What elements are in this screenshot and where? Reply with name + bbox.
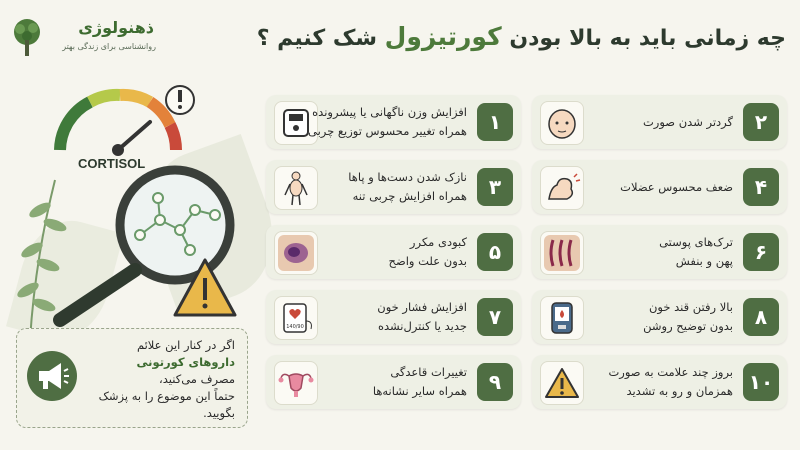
- warning-icon: [540, 361, 584, 405]
- card-line1: تغییرات قاعدگی: [390, 365, 467, 379]
- symptom-card-9: [266, 355, 521, 409]
- card-line2: پهن و بنفش: [675, 254, 733, 268]
- note-line4: حتماً این موضوع را به پزشک بگویید.: [98, 389, 235, 420]
- bp-readout: 140/90: [286, 324, 304, 330]
- card-number: ۵: [477, 233, 513, 271]
- stretch-marks-icon: [540, 231, 584, 275]
- card-number: ۱۰: [743, 363, 779, 401]
- card-line2: همزمان و رو به تشدید: [626, 384, 733, 398]
- arm-muscle-icon: [540, 166, 584, 210]
- brand-logo: [10, 12, 160, 66]
- note-text: [77, 337, 235, 422]
- symptom-card-6: [532, 225, 787, 279]
- brand-name: ذهنولوژی: [78, 18, 154, 37]
- note-line2: داروهای کورتونی: [136, 355, 235, 369]
- card-number: ۲: [743, 103, 779, 141]
- tree-logo-icon: [10, 18, 44, 58]
- symptom-card-7: [266, 290, 521, 344]
- bruise-icon: [274, 231, 318, 275]
- card-number: ۹: [477, 363, 513, 401]
- symptom-card-1: [266, 95, 521, 149]
- card-line1: گردتر شدن صورت: [642, 114, 733, 129]
- card-line2: همراه سایر نشانه‌ها: [372, 384, 467, 398]
- round-face-icon: [540, 101, 584, 145]
- card-number: ۴: [743, 168, 779, 206]
- card-line1: ضعف محسوس عضلات: [620, 179, 733, 194]
- symptom-card-5: [266, 225, 521, 279]
- megaphone-icon: [27, 351, 77, 401]
- card-line1: ترک‌های پوستی: [659, 235, 733, 249]
- title-part2: شک کنیم ؟: [256, 26, 377, 51]
- card-number: ۸: [743, 298, 779, 336]
- symptom-card-2: [532, 95, 787, 149]
- body-icon: [274, 166, 318, 210]
- card-line1: کبودی مکرر: [409, 235, 467, 249]
- title-highlight: کورتیزول: [384, 22, 502, 51]
- card-number: ۷: [477, 298, 513, 336]
- gauge-label: CORTISOL: [78, 156, 146, 171]
- card-line2: همراه افزایش چربی تنه: [352, 189, 467, 203]
- symptom-card-3: [266, 160, 521, 214]
- uterus-icon: [274, 361, 318, 405]
- card-number: ۳: [477, 168, 513, 206]
- card-line2: بدون توضیح روشن: [643, 319, 733, 333]
- blood-pressure-icon: [274, 296, 318, 340]
- symptom-card-4: [532, 160, 787, 214]
- card-line1: بروز چند علامت به صورت: [608, 365, 733, 379]
- card-number: ۱: [477, 103, 513, 141]
- card-line1: نازک شدن دست‌ها و پاها: [348, 170, 467, 184]
- page-title: [226, 22, 786, 51]
- symptom-card-10: [532, 355, 787, 409]
- card-line1: افزایش وزن ناگهانی یا پیشرونده: [312, 105, 467, 119]
- symptom-card-8: [532, 290, 787, 344]
- medication-note: [16, 328, 248, 428]
- note-line1: اگر در کنار این علائم: [136, 338, 235, 352]
- glucose-meter-icon: [540, 296, 584, 340]
- card-line2: جدید یا کنترل‌نشده: [377, 319, 467, 333]
- brand-tagline: روانشناسی برای زندگی بهتر: [62, 42, 156, 51]
- card-line2: بدون علت واضح: [388, 254, 467, 268]
- card-number: ۶: [743, 233, 779, 271]
- card-line1: افزایش فشار خون: [377, 300, 467, 314]
- card-line1: بالا رفتن قند خون: [648, 300, 733, 314]
- fern-branch-decoration: [0, 170, 70, 340]
- title-part1: چه زمانی باید به بالا بودن: [509, 26, 786, 51]
- note-line3: مصرف می‌کنید،: [159, 372, 235, 386]
- card-line2: همراه تغییر محسوس توزیع چربی: [307, 124, 467, 138]
